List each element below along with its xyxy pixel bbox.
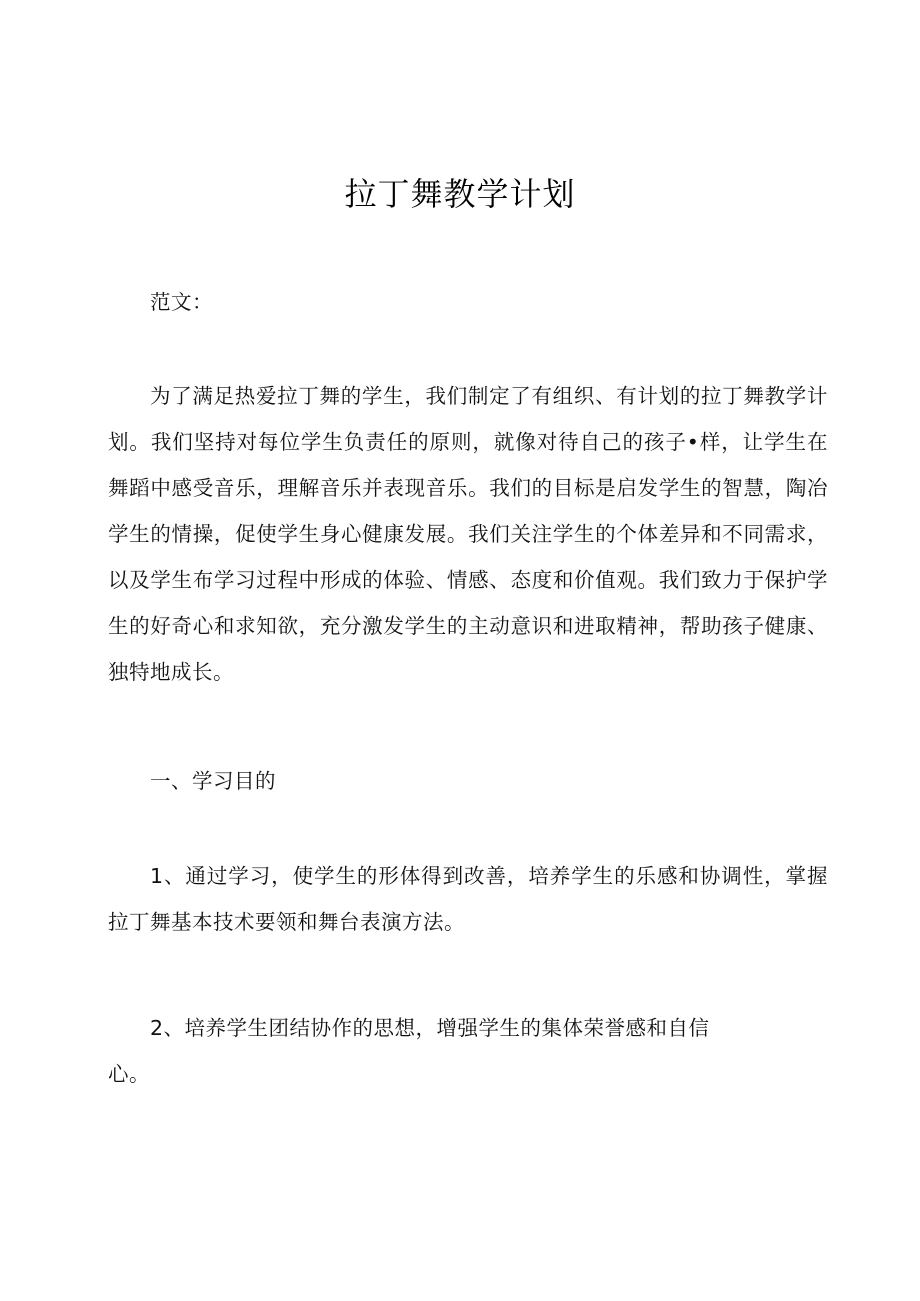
intro-label: 范文：: [150, 290, 213, 314]
document-title: 拉丁舞教学计划: [344, 175, 576, 213]
objective-item-1: 1、通过学习，使学生的形体得到改善，培养学生的乐感和协调性，掌握拉丁舞基本技术要领和舞台表演方法。: [108, 864, 828, 934]
intro-paragraph: 为了满足热爱拉丁舞的学生，我们制定了有组织、有计划的拉丁舞教学计划。我们坚持对每位学生负责任的原则，就像对待自己的孩子•样，让学生在舞蹈中感受音乐，理解音乐并表现音乐。我们的目标是启发学生的智慧，陶冶学生的情操，促使学生身心健康发展。我们关注学生的个体差异和不同需求，以及学生布学习过程中形成的体验、情感、态度和价值观。我们致力于保护学生的好奇心和求知欲，充分激发学生的主动意识和进取精神，帮助孩子健康、独特地成长。: [108, 384, 828, 684]
objective-item-2-line-1: 2、培养学生团结协作的思想，增强学生的集体荣誉感和自信: [150, 1016, 710, 1040]
objective-item-2: [108, 1005, 748, 1097]
section-heading: 一、学习目的: [150, 769, 276, 793]
objective-item-2-line-2: 心。: [108, 1062, 150, 1086]
